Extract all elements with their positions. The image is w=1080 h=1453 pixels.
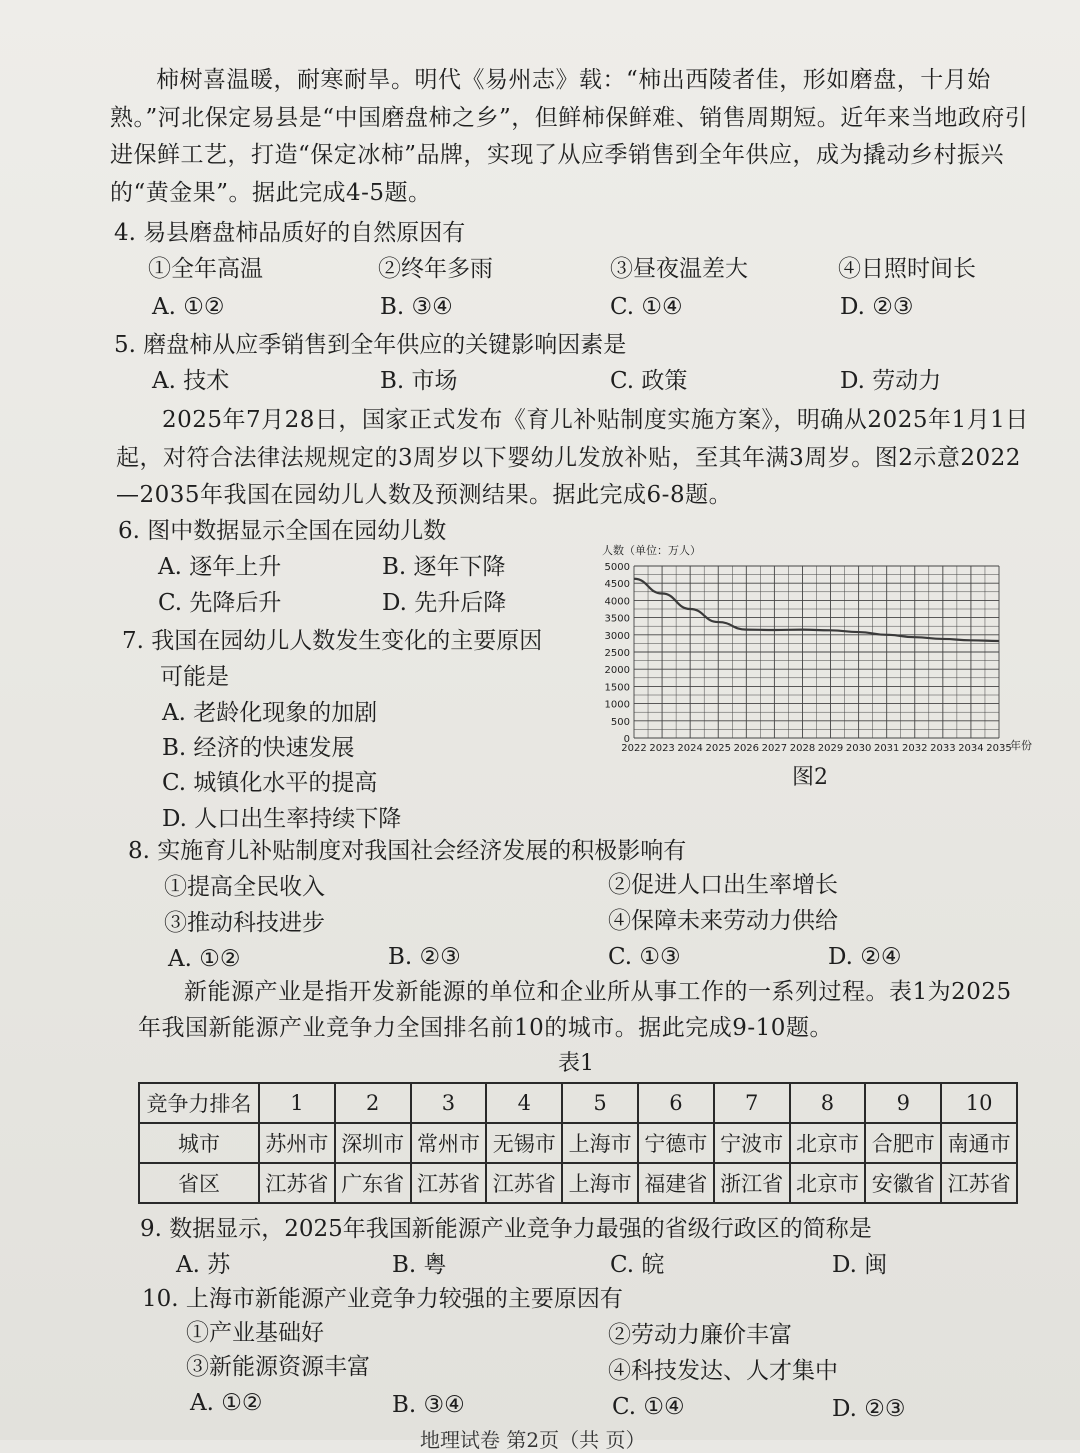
chart-x-tick-label: 2029 — [817, 743, 844, 754]
province-cell: 广东省 — [335, 1163, 411, 1203]
table-row-province — [139, 1163, 1017, 1203]
q10-option-c[interactable]: C. ①④ — [612, 1394, 685, 1420]
province-cell: 福建省 — [638, 1163, 714, 1203]
chart-y-tick-label: 4500 — [604, 579, 630, 591]
question-5-stem: 5. 磨盘柿从应季销售到全年供应的关键影响因素是 — [114, 332, 627, 358]
chart-x-tick-label: 2035 — [986, 743, 1012, 754]
table-row-city — [139, 1123, 1017, 1163]
province-cell: 江苏省 — [411, 1163, 487, 1203]
city-cell: 北京市 — [790, 1123, 866, 1163]
q8-item-1: ①提高全民收入 — [164, 874, 325, 900]
chart-x-tick-label: 2026 — [733, 743, 760, 754]
chart-y-tick-label: 500 — [610, 716, 630, 728]
question-7-stem: 7. 我国在园幼儿人数发生变化的主要原因 — [122, 628, 543, 654]
question-8-stem: 8. 实施育儿补贴制度对我国社会经济发展的积极影响有 — [128, 838, 687, 864]
chart-x-tick-label: 2027 — [761, 743, 788, 754]
q5-option-b[interactable]: B. 市场 — [380, 368, 458, 394]
q7-option-d[interactable]: D. 人口出生率持续下降 — [162, 806, 402, 832]
question-10-stem: 10. 上海市新能源产业竞争力较强的主要原因有 — [142, 1286, 623, 1312]
intro-new-energy: 新能源产业是指开发新能源的单位和企业所从事工作的一系列过程。表1为2025年我国新能源产业竞争力全国排名前10的城市。据此完成9-10题。 — [138, 979, 1012, 1041]
rank-cell: 8 — [790, 1083, 866, 1123]
q9-option-d[interactable]: D. 闽 — [832, 1252, 888, 1278]
q10-item-4: ④科技发达、人才集中 — [608, 1358, 838, 1384]
q10-item-3: ③新能源资源丰富 — [186, 1354, 370, 1380]
q10-option-a[interactable]: A. ①② — [190, 1390, 263, 1416]
chart-x-tick-label: 2023 — [649, 743, 675, 754]
chart-x-tick-label: 2028 — [789, 743, 816, 754]
q5-option-a[interactable]: A. 技术 — [152, 368, 230, 394]
province-cell: 江苏省 — [941, 1163, 1017, 1203]
chart-y-ticks — [605, 562, 630, 745]
q8-item-3: ③推动科技进步 — [164, 910, 325, 936]
row-header-province: 省区 — [139, 1163, 259, 1203]
rank-cell: 1 — [259, 1083, 335, 1123]
figure-2-line-chart — [598, 538, 1038, 788]
rank-cell: 6 — [638, 1083, 714, 1123]
province-cell: 浙江省 — [714, 1163, 790, 1203]
chart-x-tick-label: 2022 — [621, 743, 647, 754]
chart-y-tick-label: 3000 — [604, 630, 630, 642]
intro-persimmon: 柿树喜温暖，耐寒耐旱。明代《易州志》载：“柿出西陵者佳，形如磨盘，十月始熟。”河北保定易县是“中国磨盘柿之乡”，但鲜柿保鲜难、销售周期短。近年来当地政府引进保鲜工艺，打造“保定冰柿”品牌，实现了从应季销售到全年供应，成为撬动乡村振兴的“黄金果”。据此完成4-5题。 — [110, 67, 1029, 206]
chart-y-tick-label: 1500 — [604, 682, 630, 694]
q4-item-3: ③昼夜温差大 — [610, 256, 748, 282]
q9-option-a[interactable]: A. 苏 — [176, 1252, 231, 1278]
city-cell: 合肥市 — [865, 1123, 941, 1163]
q8-option-b[interactable]: B. ②③ — [388, 944, 461, 970]
q5-option-c[interactable]: C. 政策 — [610, 368, 688, 394]
city-cell: 常州市 — [411, 1123, 487, 1163]
chart-x-tick-label: 2024 — [677, 743, 703, 754]
city-cell: 无锡市 — [486, 1123, 562, 1163]
chart-x-tick-label: 2025 — [705, 743, 731, 754]
q9-option-b[interactable]: B. 粤 — [392, 1252, 447, 1278]
q10-item-2: ②劳动力廉价丰富 — [608, 1322, 792, 1348]
rank-cell: 4 — [486, 1083, 562, 1123]
chart-x-tick-label: 2030 — [845, 743, 872, 754]
chart-y-tick-label: 4000 — [604, 596, 630, 608]
city-cell: 深圳市 — [335, 1123, 411, 1163]
rank-cell: 9 — [865, 1083, 941, 1123]
q10-option-d[interactable]: D. ②③ — [832, 1396, 906, 1422]
province-cell: 北京市 — [790, 1163, 866, 1203]
city-cell: 宁德市 — [638, 1123, 714, 1163]
chart-y-tick-label: 1000 — [604, 699, 630, 711]
q8-item-2: ②促进人口出生率增长 — [608, 872, 838, 898]
q4-item-2: ②终年多雨 — [378, 256, 493, 282]
question-9-stem: 9. 数据显示，2025年我国新能源产业竞争力最强的省级行政区的简称是 — [140, 1216, 872, 1242]
chart-y-tick-label: 3500 — [604, 613, 630, 625]
question-7-stem-cont: 可能是 — [160, 664, 229, 690]
chart-y-axis-label: 人数（单位：万人） — [602, 544, 701, 557]
q4-option-b[interactable]: B. ③④ — [380, 294, 453, 320]
q8-item-4: ④保障未来劳动力供给 — [608, 908, 838, 934]
figure-caption: 图2 — [792, 765, 828, 790]
chart-y-tick-label: 2500 — [604, 648, 630, 659]
chart-x-ticks — [621, 743, 1011, 754]
question-6-stem: 6. 图中数据显示全国在园幼儿数 — [118, 518, 447, 544]
rank-cell: 10 — [941, 1083, 1017, 1123]
q6-option-b[interactable]: B. 逐年下降 — [382, 554, 506, 580]
q8-option-c[interactable]: C. ①③ — [608, 944, 681, 970]
province-cell: 安徽省 — [865, 1163, 941, 1203]
q4-item-4: ④日照时间长 — [838, 256, 976, 282]
q9-option-c[interactable]: C. 皖 — [610, 1252, 665, 1278]
q7-option-b[interactable]: B. 经济的快速发展 — [162, 735, 355, 761]
q4-option-d[interactable]: D. ②③ — [840, 294, 914, 320]
q6-option-a[interactable]: A. 逐年上升 — [158, 554, 282, 580]
chart-x-tick-label: 2033 — [930, 743, 956, 754]
chart-y-tick-label: 2000 — [604, 665, 630, 677]
chart-grid — [634, 566, 999, 738]
rank-cell: 7 — [714, 1083, 790, 1123]
city-cell: 宁波市 — [714, 1123, 790, 1163]
province-cell: 江苏省 — [486, 1163, 562, 1203]
q4-option-c[interactable]: C. ①④ — [610, 294, 683, 320]
rank-cell: 2 — [335, 1083, 411, 1123]
chart-x-axis-label: 年份 — [1010, 739, 1032, 752]
chart-x-tick-label: 2031 — [873, 743, 900, 754]
q7-option-c[interactable]: C. 城镇化水平的提高 — [162, 770, 378, 796]
table-row-rank — [139, 1083, 1017, 1123]
q10-option-b[interactable]: B. ③④ — [392, 1392, 465, 1418]
q4-option-a[interactable]: A. ①② — [152, 294, 225, 320]
q4-item-1: ①全年高温 — [148, 256, 263, 282]
city-cell: 南通市 — [941, 1123, 1017, 1163]
question-4-stem: 4. 易县磨盘柿品质好的自然原因有 — [114, 220, 466, 246]
chart-x-tick-label: 2032 — [902, 743, 928, 754]
q8-option-d[interactable]: D. ②④ — [828, 944, 902, 970]
table-1-city-ranking — [138, 1082, 1018, 1204]
q6-option-c[interactable]: C. 先降后升 — [158, 590, 282, 616]
row-header-rank: 竞争力排名 — [139, 1083, 259, 1123]
q7-option-a[interactable]: A. 老龄化现象的加剧 — [162, 700, 378, 726]
q5-option-d[interactable]: D. 劳动力 — [840, 368, 942, 394]
chart-y-tick-label: 5000 — [604, 562, 630, 573]
q6-option-d[interactable]: D. 先升后降 — [382, 590, 507, 616]
chart-y-tick-label: 0 — [623, 734, 630, 745]
table-caption: 表1 — [558, 1051, 594, 1076]
city-cell: 苏州市 — [259, 1123, 335, 1163]
intro-childcare-subsidy: 2025年7月28日，国家正式发布《育儿补贴制度实施方案》，明确从2025年1月1日起，对符合法律法规规定的3周岁以下婴幼儿发放补贴，至其年满3周岁。图2示意2022—2035年我国在园幼儿人数及预测结果。据此完成6-8题。 — [116, 407, 1029, 508]
q10-item-1: ①产业基础好 — [186, 1320, 324, 1346]
province-cell: 上海市 — [562, 1163, 638, 1203]
rank-cell: 3 — [411, 1083, 487, 1123]
chart-x-tick-label: 2034 — [958, 743, 984, 754]
row-header-city: 城市 — [139, 1123, 259, 1163]
city-cell: 上海市 — [562, 1123, 638, 1163]
rank-cell: 5 — [562, 1083, 638, 1123]
province-cell: 江苏省 — [259, 1163, 335, 1203]
q8-option-a[interactable]: A. ①② — [168, 946, 241, 972]
page-footer: 地理试卷 第2页（共 页） — [420, 1428, 646, 1452]
